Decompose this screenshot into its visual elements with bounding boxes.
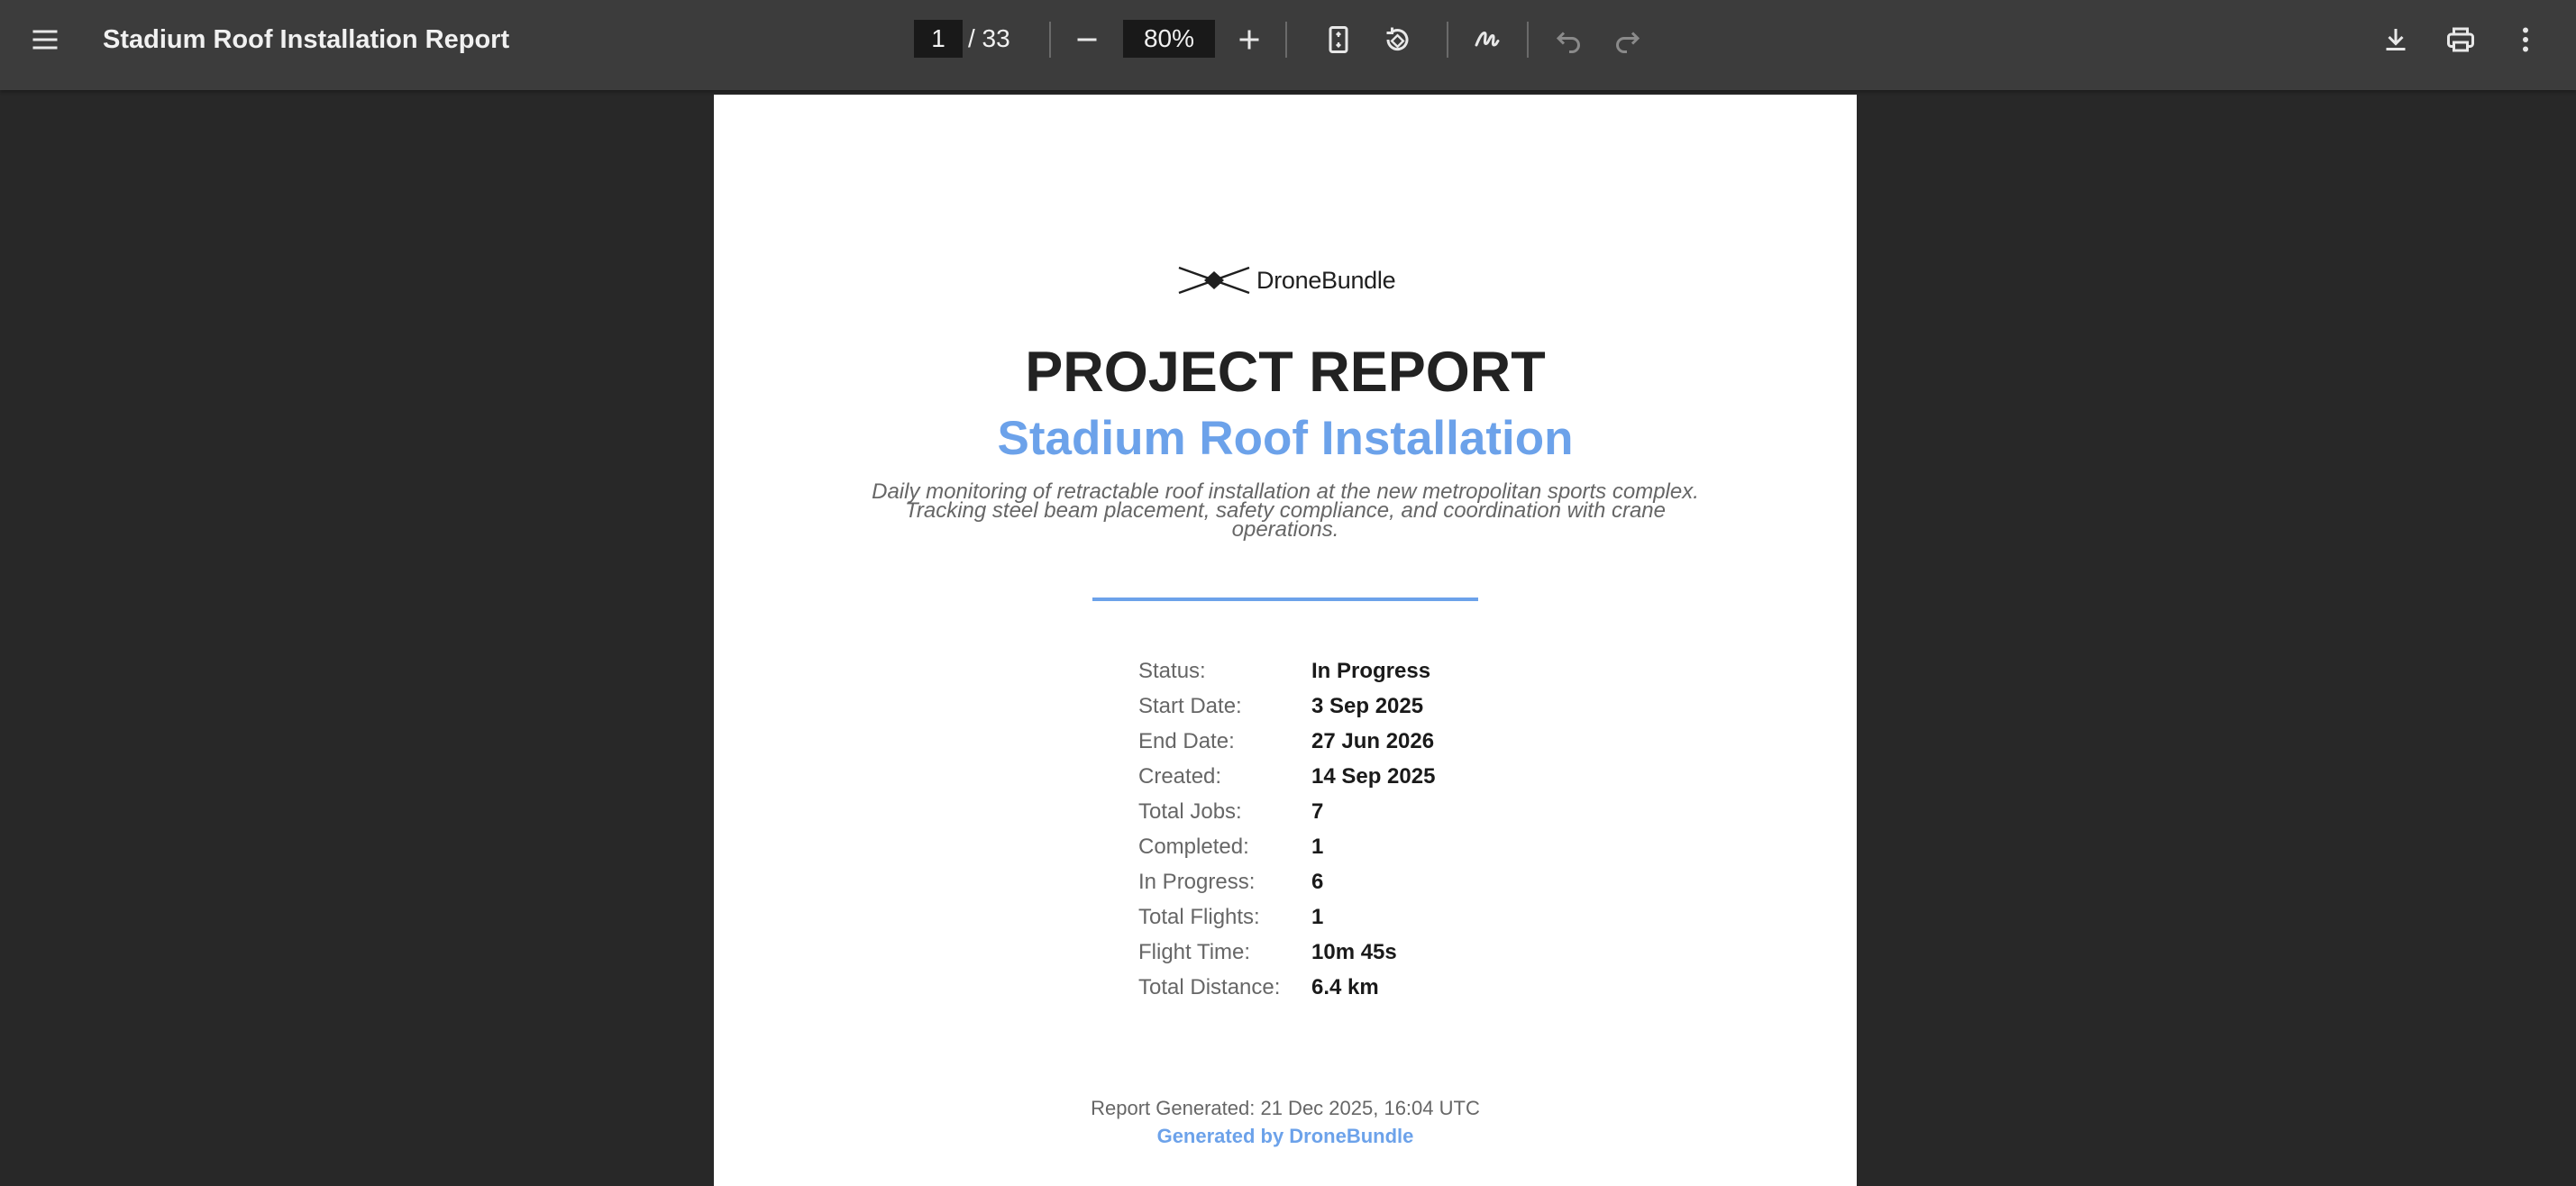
zoom-in-icon[interactable] xyxy=(1224,14,1274,65)
print-icon[interactable] xyxy=(2435,14,2486,65)
detail-label: End Date: xyxy=(1138,728,1235,753)
detail-value: 6.4 km xyxy=(1311,974,1379,999)
more-icon[interactable] xyxy=(2500,14,2551,65)
toolbar-divider xyxy=(1447,22,1448,58)
project-description xyxy=(858,479,1713,542)
detail-label: Flight Time: xyxy=(1138,939,1251,964)
detail-value: In Progress xyxy=(1311,658,1431,683)
report-heading: PROJECT REPORT xyxy=(1025,341,1546,404)
draw-icon[interactable] xyxy=(1462,14,1512,65)
detail-label: Total Flights: xyxy=(1138,904,1260,929)
detail-value: 27 Jun 2026 xyxy=(1311,728,1435,753)
detail-value: 1 xyxy=(1311,834,1324,859)
pdf-page xyxy=(714,95,1857,1186)
redo-icon[interactable] xyxy=(1602,14,1652,65)
pdf-toolbar xyxy=(0,0,2576,90)
description-line: operations. xyxy=(1231,517,1339,542)
page-total: / 33 xyxy=(968,24,1010,52)
detail-label: Created: xyxy=(1138,763,1222,789)
fit-page-icon[interactable] xyxy=(1313,14,1364,65)
description-line: Daily monitoring of retractable roof installation at the new metropolitan sports complex. xyxy=(872,479,1699,504)
zoom-out-icon[interactable] xyxy=(1062,14,1112,65)
drone-logo-icon xyxy=(1177,262,1251,298)
menu-icon[interactable] xyxy=(20,14,70,65)
report-generated-timestamp: Report Generated: 21 Dec 2025, 16:04 UTC xyxy=(1091,1097,1480,1119)
project-name: Stadium Roof Installation xyxy=(997,412,1574,465)
divider-rule xyxy=(1092,598,1478,601)
detail-value: 7 xyxy=(1311,798,1324,824)
download-icon[interactable] xyxy=(2370,14,2421,65)
detail-value: 6 xyxy=(1311,869,1324,894)
logo-wordmark: DroneBundle xyxy=(1256,266,1396,294)
toolbar-divider xyxy=(1527,22,1529,58)
detail-label: Total Jobs: xyxy=(1138,798,1242,824)
detail-label: In Progress: xyxy=(1138,869,1256,894)
zoom-level-input[interactable]: 80% xyxy=(1123,20,1215,58)
detail-value: 3 Sep 2025 xyxy=(1311,693,1424,718)
undo-icon[interactable] xyxy=(1544,14,1594,65)
detail-label: Total Distance: xyxy=(1138,974,1281,999)
page-number-input[interactable]: 1 xyxy=(914,20,963,58)
description-line: Tracking steel beam placement, safety compliance, and coordination with crane xyxy=(905,498,1666,523)
document-title: Stadium Roof Installation Report xyxy=(103,24,510,54)
rotate-icon[interactable] xyxy=(1371,14,1421,65)
detail-label: Completed: xyxy=(1138,834,1249,859)
toolbar-divider xyxy=(1285,22,1287,58)
dronebundle-logo xyxy=(1177,262,1395,298)
detail-label: Status: xyxy=(1138,658,1206,683)
detail-value: 10m 45s xyxy=(1311,939,1397,964)
detail-value: 14 Sep 2025 xyxy=(1311,763,1436,789)
generated-by-label: Generated by DroneBundle xyxy=(1156,1125,1414,1147)
toolbar-divider xyxy=(1049,22,1051,58)
detail-value: 1 xyxy=(1311,904,1324,929)
detail-label: Start Date: xyxy=(1138,693,1242,718)
